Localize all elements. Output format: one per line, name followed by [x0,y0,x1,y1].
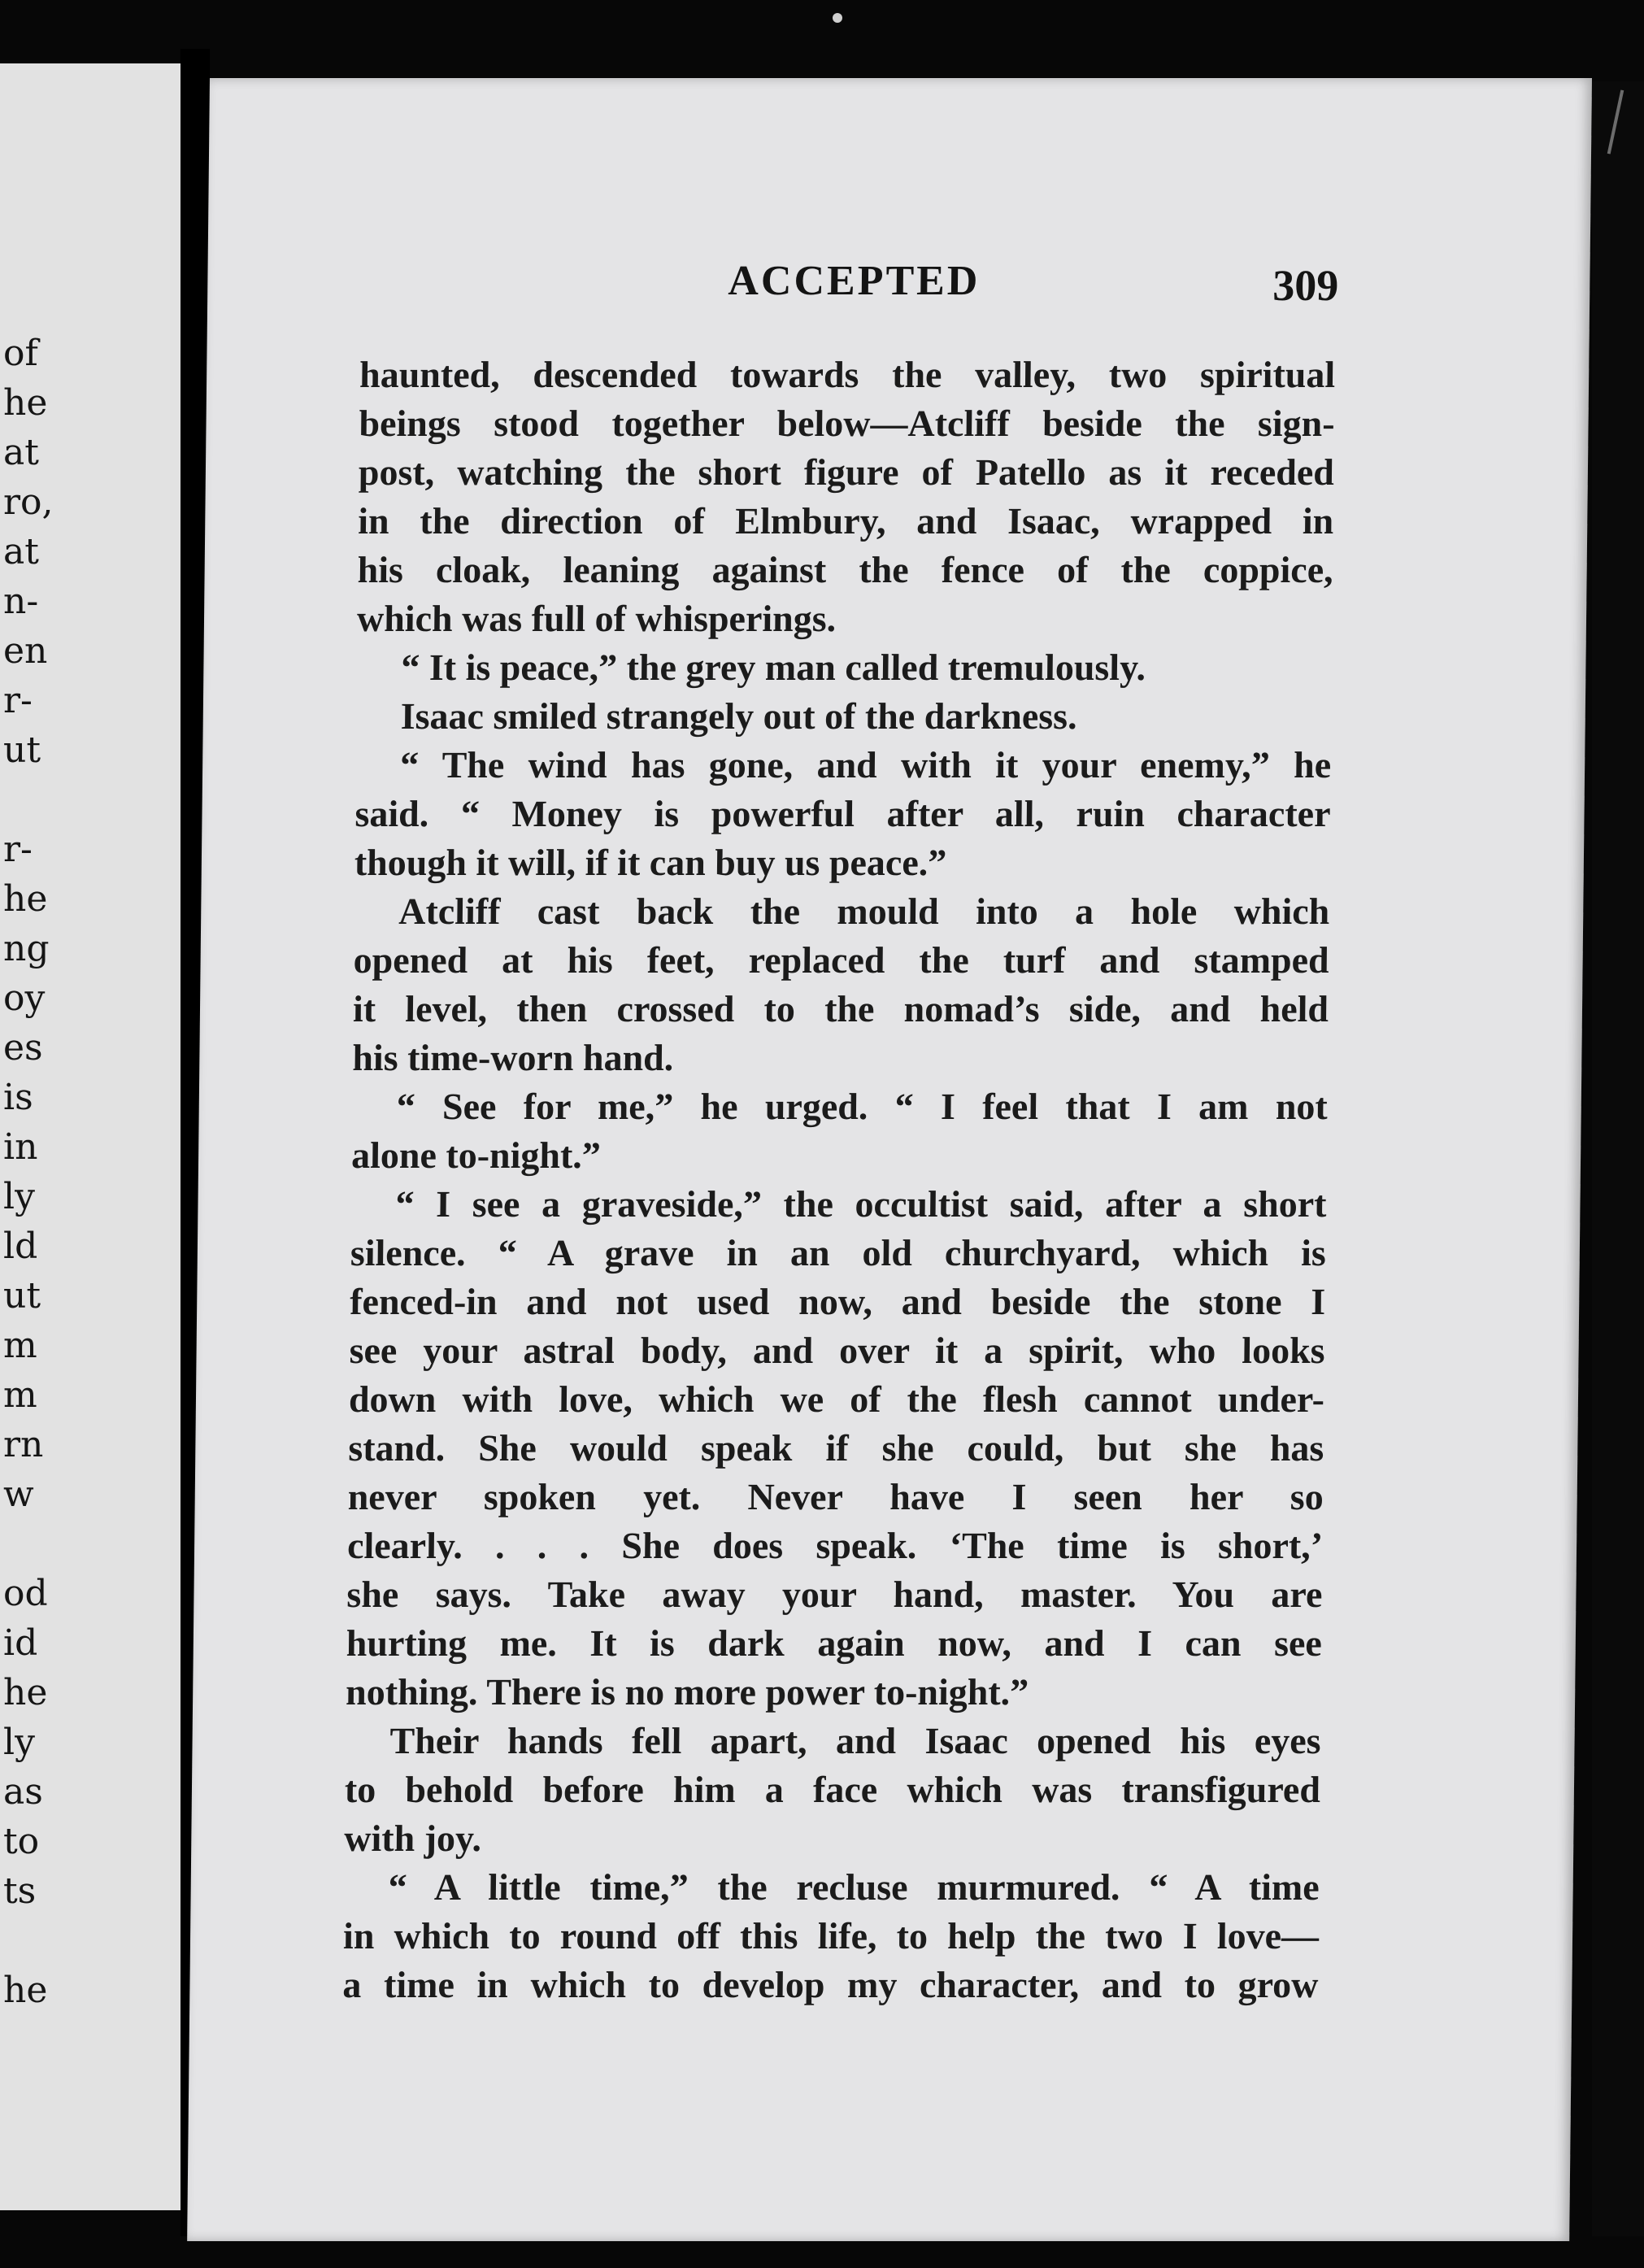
text-line: hurting me. It is dark again now, and I can see [346,1622,1323,1664]
text-line: with joy. [344,1817,482,1859]
left-page-fragment: ld [3,1225,38,1267]
text-line: “ A little time,” the recluse murmured. “ A time [388,1866,1320,1908]
left-page-fragment: ly [3,1722,35,1763]
text-line: never spoken yet. Never have I seen her so [347,1476,1324,1517]
text-line: in the direction of Elmbury, and Isaac, wrapped in [358,500,1334,542]
text-line: she says. Take away your hand, master. You are [346,1574,1323,1615]
left-page-fragment: to [3,1821,40,1862]
left-page-fragment: od [3,1573,48,1614]
text-line: his cloak, leaning against the fence of the coppice, [357,549,1333,590]
text-line: clearly. . . . She does speak. ‘The time is short,’ [346,1525,1324,1566]
text-line: haunted, descended towards the valley, two spiritual [359,354,1336,395]
left-page-fragment: en [3,630,48,672]
text-line: “ I see a graveside,” the occultist said, after a short [395,1183,1327,1225]
text-line: alone to-night.” [350,1134,602,1176]
text-line: down with love, which we of the flesh cannot under- [348,1378,1325,1420]
text-line: “ The wind has gone, and with it your enemy,” he [399,744,1332,786]
left-page-fragment: of [3,333,38,374]
left-page-fragment: oy [3,977,46,1019]
text-line: Their hands fell apart, and Isaac opened his eyes [389,1720,1321,1761]
left-page-fragment: as [3,1771,43,1813]
running-title: ACCEPTED [728,258,981,304]
left-page-fragment: m [3,1374,37,1416]
text-line: see your astral body, and over it a spirit, who looks [349,1330,1325,1371]
text-line: it level, then crossed to the nomad’s side, and held [352,988,1329,1030]
left-facing-page [0,63,180,2210]
text-line: a time in which to develop my character, and to grow [342,1964,1319,2005]
left-page-fragment: ng [3,928,50,969]
left-page-fragment: r- [3,829,33,870]
page-number: 309 [1272,261,1339,310]
left-page-fragment: n- [3,581,39,622]
left-page-fragment: id [3,1622,38,1664]
left-page-fragment: he [3,1970,48,2011]
text-line: fenced-in and not used now, and beside the stone I [349,1281,1326,1322]
left-page-fragment: r- [3,680,33,721]
left-page-fragment: he [3,878,48,920]
left-page-fragment: he [3,382,48,424]
text-line: Atcliff cast back the mould into a hole which [398,890,1330,932]
left-page-fragment: is [3,1077,33,1118]
left-page-fragment: m [3,1325,37,1366]
text-line: his time-worn hand. [352,1037,674,1078]
text-line: said. “ Money is powerful after all, ruin character [354,793,1331,834]
page-header [207,257,1590,322]
left-page-fragment: w [3,1474,34,1515]
text-line: nothing. There is no more power to-night.” [345,1671,1029,1713]
left-page-fragment: rn [3,1424,44,1465]
left-page-fragment: he [3,1672,48,1713]
left-page-fragment: ut [3,1275,41,1317]
text-line: stand. She would speak if she could, but she has [348,1427,1324,1469]
right-page [187,78,1592,2241]
scan-speck [833,13,842,23]
text-line: which was full of whisperings. [356,598,837,639]
left-page-fragment: in [3,1126,38,1168]
left-page-fragment: ro, [3,481,54,523]
left-page-fragment: es [3,1027,43,1069]
left-page-fragment: ly [3,1176,35,1217]
text-line: in which to round off this life, to help the two I love— [342,1915,1320,1957]
page-edge-shadow [1592,81,1644,2236]
text-line: “ It is peace,” the grey man called tremulously. [401,646,1146,688]
left-page-fragment: at [3,531,39,572]
left-page-fragment: ut [3,729,41,771]
text-line: to behold before him a face which was transfigured [344,1769,1321,1810]
text-line: though it will, if it can buy us peace.” [354,842,947,883]
left-page-fragment: ts [3,1870,37,1912]
text-line: Isaac smiled strangely out of the darkness. [400,695,1077,737]
text-line: post, watching the short figure of Patello as it receded [358,451,1335,493]
text-line: opened at his feet, replaced the turf and stamped [353,939,1329,981]
text-line: beings stood together below—Atcliff beside the sign- [359,403,1335,444]
text-line: “ See for me,” he urged. “ I feel that I am not [396,1086,1329,1127]
text-line: silence. “ A grave in an old churchyard, which is [350,1232,1327,1273]
left-page-fragment: at [3,432,39,473]
